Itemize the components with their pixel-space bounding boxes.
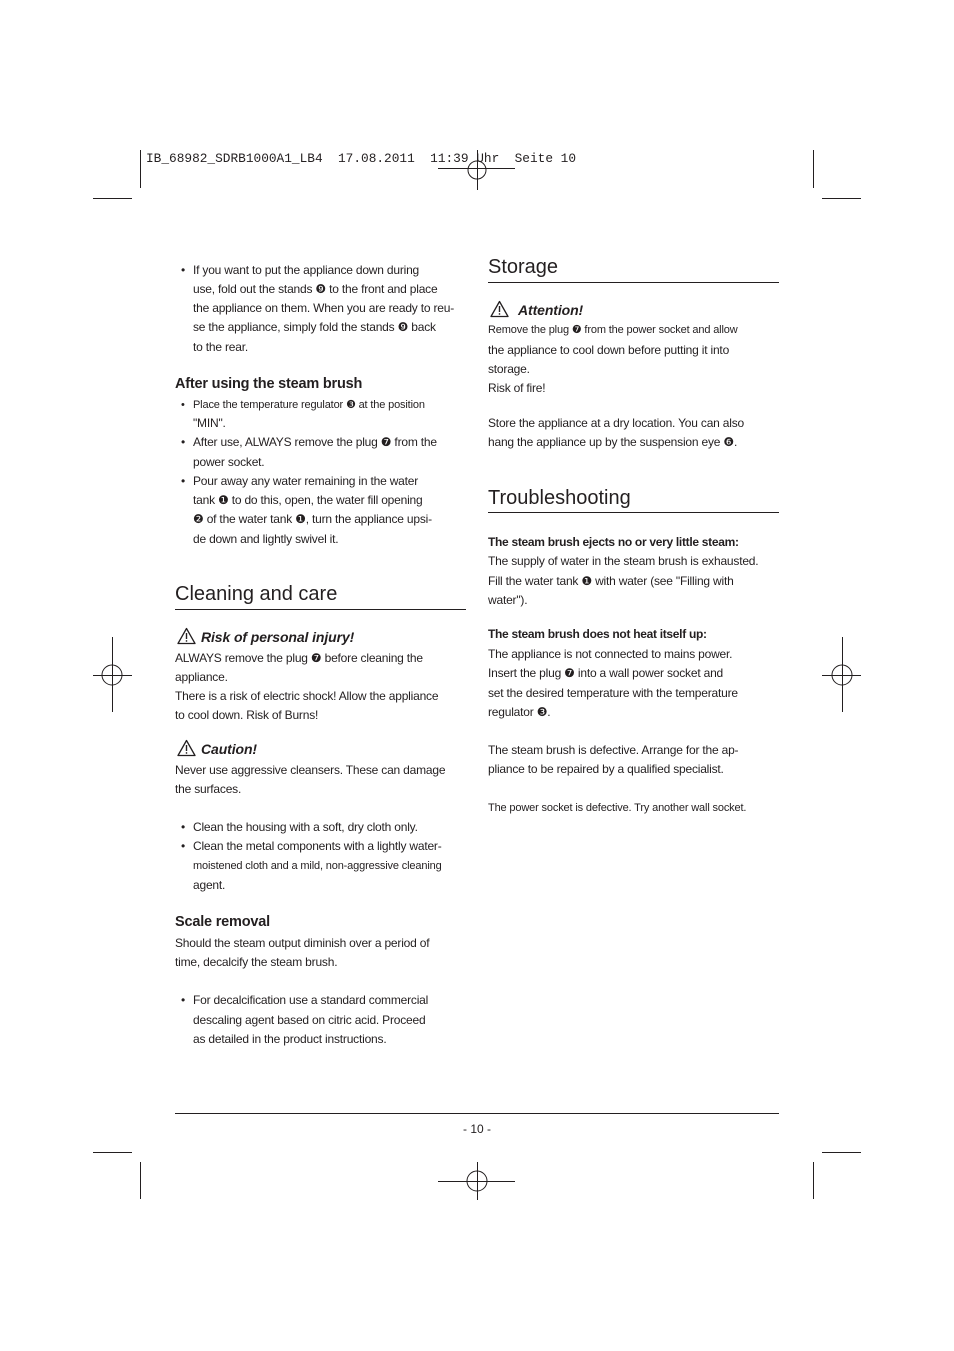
scale-removal-line: time, decalcify the steam brush.: [175, 955, 338, 969]
issue-line: water").: [488, 593, 528, 607]
defective-line: pliance to be repaired by a qualified specialist.: [488, 762, 724, 776]
scale-removal-bullet-line: • For decalcification use a standard commercial: [193, 992, 428, 1008]
after-use-bullet-line: ❷ of the water tank ❶, turn the appliance upsi-: [193, 512, 432, 526]
after-use-bullet-line: • Place the temperature regulator ❸ at the position: [193, 397, 425, 413]
after-use-bullet-line: "MIN".: [193, 416, 226, 430]
after-use-bullet-line: de down and lightly swivel it.: [193, 532, 339, 546]
intro-bullet-line: the appliance on them. When you are ready to reu-: [193, 301, 455, 315]
attention-line: the appliance to cool down before putting it into: [488, 343, 730, 357]
intro-bullet-line: to the rear.: [193, 340, 248, 354]
print-slug: IB_68982_SDRB1000A1_LB4 17.08.2011 11:39 Uhr Seite 10: [146, 151, 577, 166]
issue-title: The steam brush ejects no or very little steam:: [488, 535, 739, 549]
intro-bullet-line: use, fold out the stands ❾ to the front and place: [193, 282, 438, 296]
cleaning-bullet-line: • Clean the metal components with a lightly water-: [193, 838, 442, 854]
scale-removal-bullet-line: descaling agent based on citric acid. Proceed: [193, 1013, 426, 1027]
after-use-bullet-line: • After use, ALWAYS remove the plug ❼ from the: [193, 434, 437, 450]
scale-removal-line: Should the steam output diminish over a period of: [175, 936, 430, 950]
after-use-bullet-line: • Pour away any water remaining in the water: [193, 473, 418, 489]
storage-heading: Storage: [488, 256, 559, 278]
page-number: - 10 -: [462, 1122, 491, 1136]
cleaning-heading: Cleaning and care: [175, 583, 338, 605]
troubleshooting-heading-rule: [488, 512, 779, 513]
attention-title: Attention!: [518, 302, 584, 318]
after-use-heading: After using the steam brush: [175, 376, 363, 392]
cleaning-bullet-line: • Clean the housing with a soft, dry cloth only.: [193, 819, 418, 835]
injury-warning-line: to cool down. Risk of Burns!: [175, 708, 319, 722]
footer-rule: [175, 1113, 779, 1114]
injury-warning-line: appliance.: [175, 670, 228, 684]
issue-line: Fill the water tank ❶ with water (see "Filling with: [488, 574, 734, 588]
defective-line: The steam brush is defective. Arrange for the ap-: [488, 743, 739, 757]
attention-line: Remove the plug ❼ from the power socket and allow: [488, 324, 738, 336]
injury-warning-line: There is a risk of electric shock! Allow the appliance: [175, 689, 439, 703]
troubleshooting-heading: Troubleshooting: [488, 487, 631, 509]
caution-line: Never use aggressive cleansers. These can damage: [175, 763, 446, 777]
registration-mark-right: [822, 637, 861, 712]
caution-line: the surfaces.: [175, 782, 242, 796]
crop-mark-bottom-right: [814, 1153, 862, 1200]
warning-triangle-icon: [490, 300, 509, 318]
injury-warning-title: Risk of personal injury!: [201, 629, 355, 645]
attention-line: storage.: [488, 362, 530, 376]
attention-line: Risk of fire!: [488, 381, 546, 395]
warning-triangle-icon: [177, 627, 196, 645]
crop-mark-bottom-left: [93, 1153, 141, 1200]
registration-mark-left: [93, 637, 132, 712]
issue-line: Insert the plug ❼ into a wall power socket and: [488, 666, 724, 680]
socket-defective-line: The power socket is defective. Try another wall socket.: [488, 802, 747, 814]
registration-mark-bottom: [438, 1162, 515, 1200]
injury-warning-line: ALWAYS remove the plug ❼ before cleaning the: [175, 651, 423, 665]
issue-line: The appliance is not connected to mains power.: [488, 647, 733, 661]
cleaning-bullet-line: moistened cloth and a mild, non-aggressive cleaning: [193, 860, 442, 872]
caution-title: Caution!: [201, 741, 257, 757]
scale-removal-heading: Scale removal: [175, 914, 270, 930]
crop-mark-top-left: [93, 150, 141, 199]
cleaning-heading-rule: [175, 609, 466, 610]
after-use-bullet-line: tank ❶ to do this, open, the water fill opening: [193, 493, 423, 507]
cleaning-bullet-line: agent.: [193, 878, 226, 892]
scale-removal-bullet-line: as detailed in the product instructions.: [193, 1032, 387, 1046]
storage-line: Store the appliance at a dry location. You can also: [488, 416, 744, 430]
storage-line: hang the appliance up by the suspension eye ❻.: [488, 435, 738, 449]
intro-bullet-line: se the appliance, simply fold the stands ❾ back: [193, 320, 436, 334]
warning-triangle-icon: [177, 739, 196, 757]
crop-mark-top-right: [814, 150, 862, 199]
issue-line: regulator ❸.: [488, 705, 551, 719]
issue-line: The supply of water in the steam brush is exhausted.: [488, 554, 759, 568]
intro-bullet-line: • If you want to put the appliance down during: [193, 262, 419, 278]
after-use-bullet-line: power socket.: [193, 455, 265, 469]
issue-line: set the desired temperature with the temperature: [488, 686, 738, 700]
issue-title: The steam brush does not heat itself up:: [488, 627, 707, 641]
storage-heading-rule: [488, 282, 779, 283]
